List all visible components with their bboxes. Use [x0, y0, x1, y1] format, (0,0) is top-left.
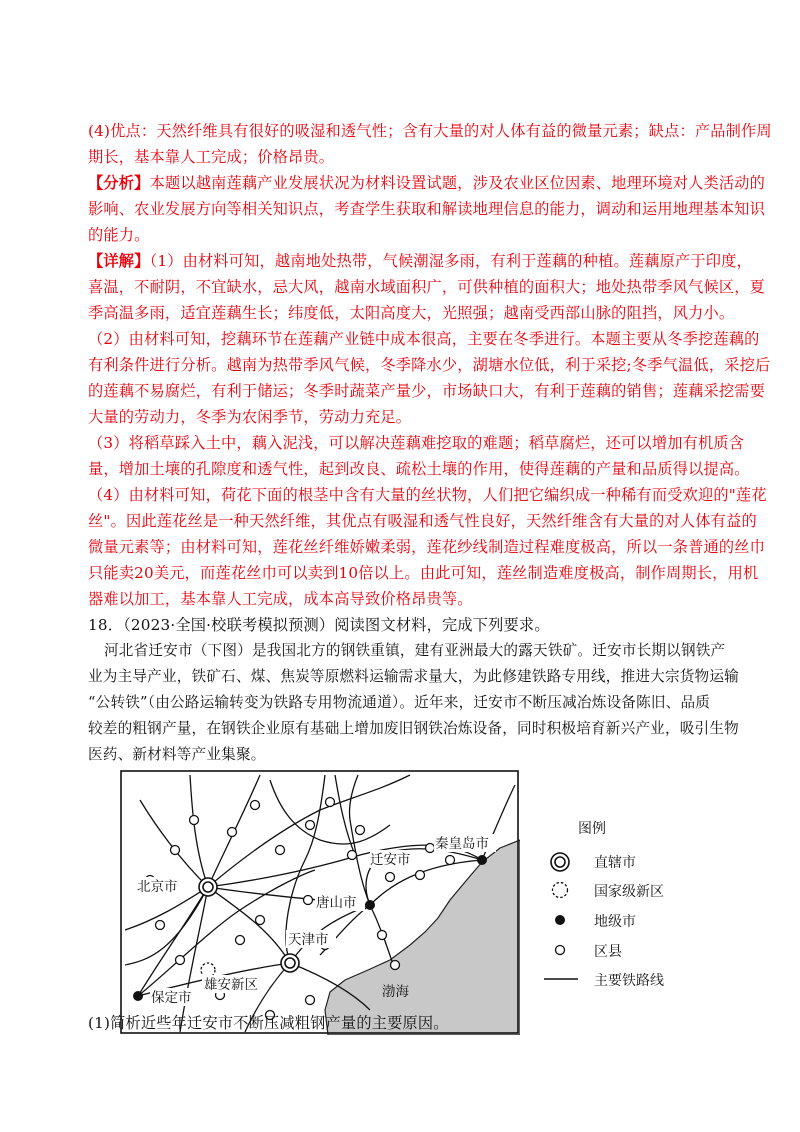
analysis-tag: 【分析】: [88, 174, 150, 192]
question18-header: 18．（2023·全国·校联考模拟预测）阅读图文材料，完成下列要求。: [88, 616, 550, 634]
label-beijing: 北京市: [137, 879, 178, 895]
county-marker: [356, 826, 365, 835]
material-line3: “公转铁”（由公路运输转变为铁路专用物流通道）。近年来，迁安市不断压减冶炼设备陈旧、品质: [88, 694, 711, 711]
detail-p4-line2: 丝"。因此莲花丝是一种天然纤维，其优点有吸湿和透气性良好，天然纤维含有大量的对人体有益的: [88, 512, 757, 530]
detail-p2-line1: （2）由材料可知，挖藕环节在莲藕产业链中成本很高，主要在冬季进行。本题主要从冬季挖莲藕的: [88, 330, 760, 348]
label-qianan: 迁安市: [370, 852, 411, 868]
answer4-line2: 期长，基本靠人工完成；价格昂贵。: [88, 148, 335, 166]
detail-p3-line2: 量，增加土壤的孔隙度和透气性，起到改良、疏松土壤的作用，使得莲藕的产量和品质得以提高。: [88, 460, 750, 478]
legend-new-area: 国家级新区: [594, 884, 664, 900]
county-marker: [426, 844, 435, 853]
county-marker: [446, 856, 455, 865]
detail-p3-line1: （3）将稻草踩入土中，藕入泥浅，可以解决莲藕难挖取的难题；稻草腐烂，还可以增加有机质含: [88, 434, 745, 452]
detail-p2-line4: 大量的劳动力，冬季为农闲季节，劳动力充足。: [88, 408, 412, 426]
new-area-icon: [550, 880, 570, 900]
baoding-marker: [133, 991, 143, 1001]
prefecture-city-icon: [552, 912, 568, 928]
beijing-marker: [199, 878, 217, 896]
material-line1: 河北省迁安市（下图）是我国北方的钢铁重镇，建有亚洲最大的露天铁矿。迁安市长期以钢铁产: [104, 642, 726, 659]
county-marker: [251, 801, 260, 810]
county-icon: [552, 942, 568, 958]
county-marker: [236, 936, 245, 945]
county-marker: [348, 851, 357, 860]
analysis-line2: 影响、农业发展方向等相关知识点，考查学生获取和解读地理信息的能力，调动和运用地理基本知识: [88, 200, 766, 218]
county-marker: [176, 956, 185, 965]
legend-railway: 主要铁路线: [594, 973, 664, 989]
material-line2: 业为主导产业，铁矿石、煤、焦炭等原燃料运输需求量大，为此修建铁路专用线，推进大宗货物运输: [88, 668, 739, 685]
detail-p1-line2: 喜温，不耐阴，不宜缺水，忌大风，越南水域面积广，可供种植的面积大；地处热带季风气候区，夏: [88, 278, 766, 296]
county-marker: [386, 873, 395, 882]
label-tangshan: 唐山市: [316, 895, 357, 911]
detail-p1-line1: [88, 248, 752, 274]
analysis-line3: 的能力。: [88, 226, 150, 244]
railway-icon: [544, 976, 580, 982]
legend-county: 区县: [594, 944, 622, 960]
detail-p4-line5: 器难以加工，基本靠人工完成，成本高导致价格昂贵等。: [88, 590, 473, 608]
material-line4: 较差的粗钢产量，在钢铁企业原有基础上增加废旧钢铁冶炼设备，同时积极培育新兴产业，吸引生物: [88, 720, 739, 737]
county-marker: [391, 961, 400, 970]
county-marker: [326, 798, 335, 807]
label-xiongan: 雄安新区: [204, 977, 258, 993]
municipality-icon: [548, 850, 572, 874]
answer4-line1: (4)优点：天然纤维具有很好的吸湿和透气性；含有大量的对人体有益的微量元素；缺点：产品制作周: [88, 122, 772, 140]
question18-part1: (1)简析近些年迁安市不断压减粗钢产量的主要原因。: [88, 1014, 449, 1032]
detail-p2-line3: 的莲藕不易腐烂，有利于储运；冬季时蔬菜产量少，市场缺口大，有利于莲藕的销售；莲藕采挖需要: [88, 382, 766, 400]
detail-p2-line2: 有利条件进行分析。越南为热带季风气候，冬季降水少，湖塘水位低，利于采挖;冬季气温低，采挖后: [88, 356, 771, 374]
county-marker: [156, 921, 165, 930]
detail-p4-line3: 微量元素等；由材料可知，莲花丝纤维娇嫩柔弱，莲花纱线制造过程难度极高，所以一条普通的丝巾: [88, 538, 766, 556]
material-line5: 医药、新材料等产业集聚。: [88, 746, 266, 763]
county-marker: [256, 916, 265, 925]
county-marker: [276, 846, 285, 855]
tianjin-marker: [281, 954, 299, 972]
label-qinhuangdao: 秦皇岛市: [435, 836, 489, 852]
legend-municipality: 直辖市: [594, 855, 636, 871]
detail-p4-line1: （4）由材料可知，荷花下面的根茎中含有大量的丝状物，人们把它编织成一种稀有而受欢迎的"莲花: [88, 486, 767, 504]
county-marker: [378, 931, 387, 940]
railway-map: [120, 770, 520, 1035]
analysis-line1: [88, 170, 766, 196]
detail-tag: 【详解】: [88, 252, 150, 270]
legend-prefecture-city: 地级市: [594, 914, 636, 930]
county-marker: [228, 828, 237, 837]
qinhuangdao-marker: [477, 855, 487, 865]
detail-p4-line4: 只能卖20美元，而莲花丝巾可以卖到10倍以上。由此可知，莲丝制造难度极高，制作周期长，用机: [88, 564, 759, 582]
tangshan-marker: [365, 900, 375, 910]
detail-p1-text1: （1）由材料可知，越南地处热带，气候潮湿多雨，有利于莲藕的种植。莲藕原产于印度，: [149, 252, 752, 270]
label-bohai: 渤海: [382, 984, 409, 1000]
county-marker: [306, 821, 315, 830]
detail-p1-line3: 季高温多雨，适宜莲藕生长；纬度低，太阳高度大，光照强；越南受西部山脉的阻挡，风力小。: [88, 304, 735, 322]
county-marker: [304, 896, 313, 905]
legend-title: 图例: [578, 821, 606, 837]
county-marker: [306, 996, 315, 1005]
county-marker: [171, 846, 180, 855]
xiongan-marker: [201, 963, 215, 977]
analysis-text1: 本题以越南莲藕产业发展状况为材料设置试题，涉及农业区位因素、地理环境对人类活动的: [149, 174, 766, 192]
label-baoding: 保定市: [151, 990, 192, 1006]
county-marker: [190, 816, 199, 825]
bohai-sea: [325, 840, 520, 1035]
label-tianjin: 天津市: [288, 932, 329, 948]
county-marker: [416, 871, 425, 880]
